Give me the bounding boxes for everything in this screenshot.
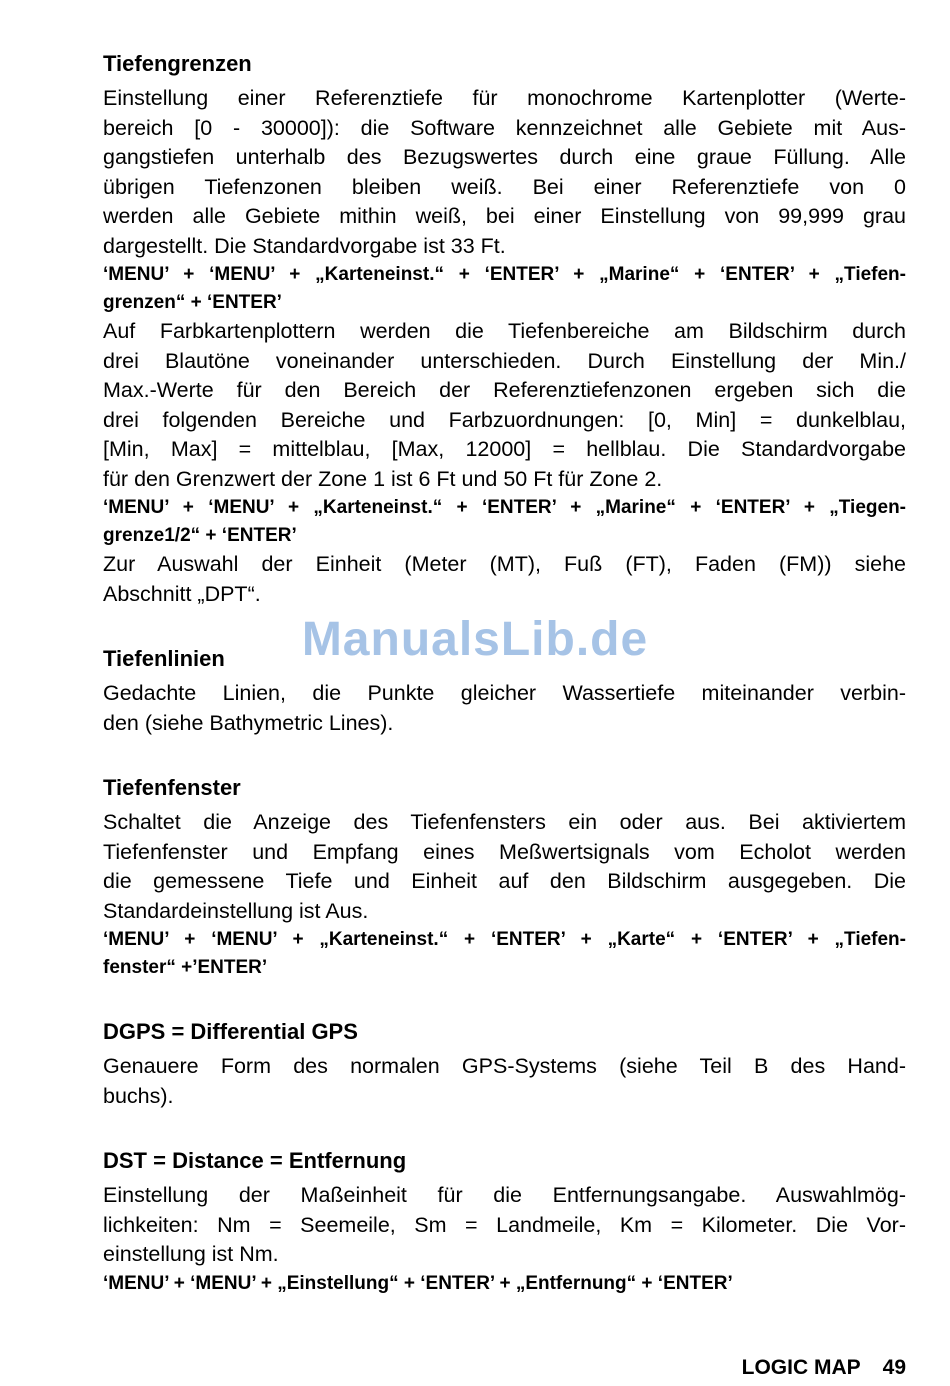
text-line: Schaltet die Anzeige des Tiefenfensters ein oder aus. Bei aktiviertem: [103, 810, 906, 834]
text-line: Max.-Werte für den Bereich der Referenztiefenzonen ergeben sich die: [103, 378, 906, 402]
section-heading: Tiefengrenzen: [103, 51, 252, 76]
section-heading: Tiefenlinien: [103, 646, 225, 671]
text-line: Auf Farbkartenplottern werden die Tiefenbereiche am Bildschirm durch: [103, 319, 906, 343]
text-line: [Min, Max] = mittelblau, [Max, 12000] = hellblau. Die Standardvorgabe: [103, 437, 906, 461]
page-number: 49: [882, 1356, 906, 1379]
text-line: ‘MENU’ + ‘MENU’ + „Karteneinst.“ + ‘ENTER’ + „Karte“ + ‘ENTER’ + „Tiefen-: [103, 929, 906, 950]
text-line: Einstellung einer Referenztiefe für monochrome Kartenplotter (Werte-: [103, 86, 906, 110]
paragraph: [103, 1181, 906, 1270]
paragraph: [103, 84, 906, 261]
text-line: drei Blautöne voneinander unterschieden. Durch Einstellung der Min./: [103, 348, 906, 373]
text-line: gangstiefen unterhalb des Bezugswertes durch eine graue Füllung. Alle: [103, 145, 906, 169]
text-line: werden alle Gebiete mithin weiß, bei einer Einstellung von 99,999 grau: [103, 204, 906, 228]
footer-label: LOGIC MAP: [741, 1356, 861, 1379]
text-line: Zur Auswahl der Einheit (Meter (MT), Fuß (FT), Faden (FM)) siehe: [103, 552, 906, 576]
text-line: den (siehe Bathymetric Lines).: [103, 710, 394, 735]
text-line: fenster“ +’ENTER’: [103, 957, 268, 978]
text-line: die gemessene Tiefe und Einheit auf den Bildschirm ausgegeben. Die: [103, 869, 906, 893]
paragraph: [103, 679, 906, 738]
text-line: Abschnitt „DPT“.: [103, 581, 261, 606]
text-line: für den Grenzwert der Zone 1 ist 6 Ft und 50 Ft für Zone 2.: [103, 466, 663, 491]
text-line: buchs).: [103, 1083, 174, 1108]
paragraph: [103, 550, 906, 609]
text-line: drei folgenden Bereiche und Farbzuordnungen: [0, Min] = dunkelblau,: [103, 407, 906, 432]
text-line: Genauere Form des normalen GPS-Systems (siehe Teil B des Hand-: [103, 1054, 906, 1078]
menu-key-sequence: [103, 926, 906, 982]
text-line: ‘MENU’ + ‘MENU’ + „Einstellung“ + ‘ENTER’ + „Entfernung“ + ‘ENTER’: [103, 1272, 733, 1294]
page-footer: [742, 1356, 906, 1380]
text-line: übrigen Tiefenzonen bleiben weiß. Bei einer Referenztiefe von 0: [103, 174, 906, 199]
text-line: Gedachte Linien, die Punkte gleicher Wassertiefe miteinander verbin-: [103, 681, 906, 705]
text-line: einstellung ist Nm.: [103, 1242, 279, 1266]
paragraph: [103, 1052, 906, 1111]
text-line: Tiefenfenster und Empfang eines Meßwertsignals vom Echolot werden: [103, 839, 906, 864]
manualslib-watermark: ManualsLib.de: [301, 613, 649, 666]
menu-key-sequence: [103, 261, 906, 317]
text-line: ‘MENU’ + ‘MENU’ + „Karteneinst.“ + ‘ENTER’ + „Marine“ + ‘ENTER’ + „Tiegen-: [103, 497, 906, 518]
text-line: grenzen“ + ‘ENTER’: [103, 292, 282, 313]
menu-key-sequence: [103, 1270, 906, 1298]
text-line: Standardeinstellung ist Aus.: [103, 898, 369, 923]
paragraph: [103, 808, 906, 926]
text-line: lichkeiten: Nm = Seemeile, Sm = Landmeile, Km = Kilometer. Die Vor-: [103, 1212, 906, 1237]
paragraph: [103, 317, 906, 494]
section-heading: DGPS = Differential GPS: [103, 1019, 358, 1044]
section-heading: DST = Distance = Entfernung: [103, 1148, 407, 1173]
text-line: ‘MENU’ + ‘MENU’ + „Karteneinst.“ + ‘ENTER’ + „Marine“ + ‘ENTER’ + „Tiefen-: [103, 264, 906, 285]
text-line: grenze1/2“ + ‘ENTER’: [103, 525, 297, 546]
menu-key-sequence: [103, 494, 906, 550]
section-heading: Tiefenfenster: [103, 775, 241, 800]
text-line: Einstellung der Maßeinheit für die Entfernungsangabe. Auswahlmög-: [103, 1183, 906, 1207]
text-line: bereich [0 - 30000]): die Software kennzeichnet alle Gebiete mit Aus-: [103, 115, 906, 140]
document-content: [103, 50, 906, 1298]
text-line: dargestellt. Die Standardvorgabe ist 33 Ft.: [103, 233, 506, 258]
